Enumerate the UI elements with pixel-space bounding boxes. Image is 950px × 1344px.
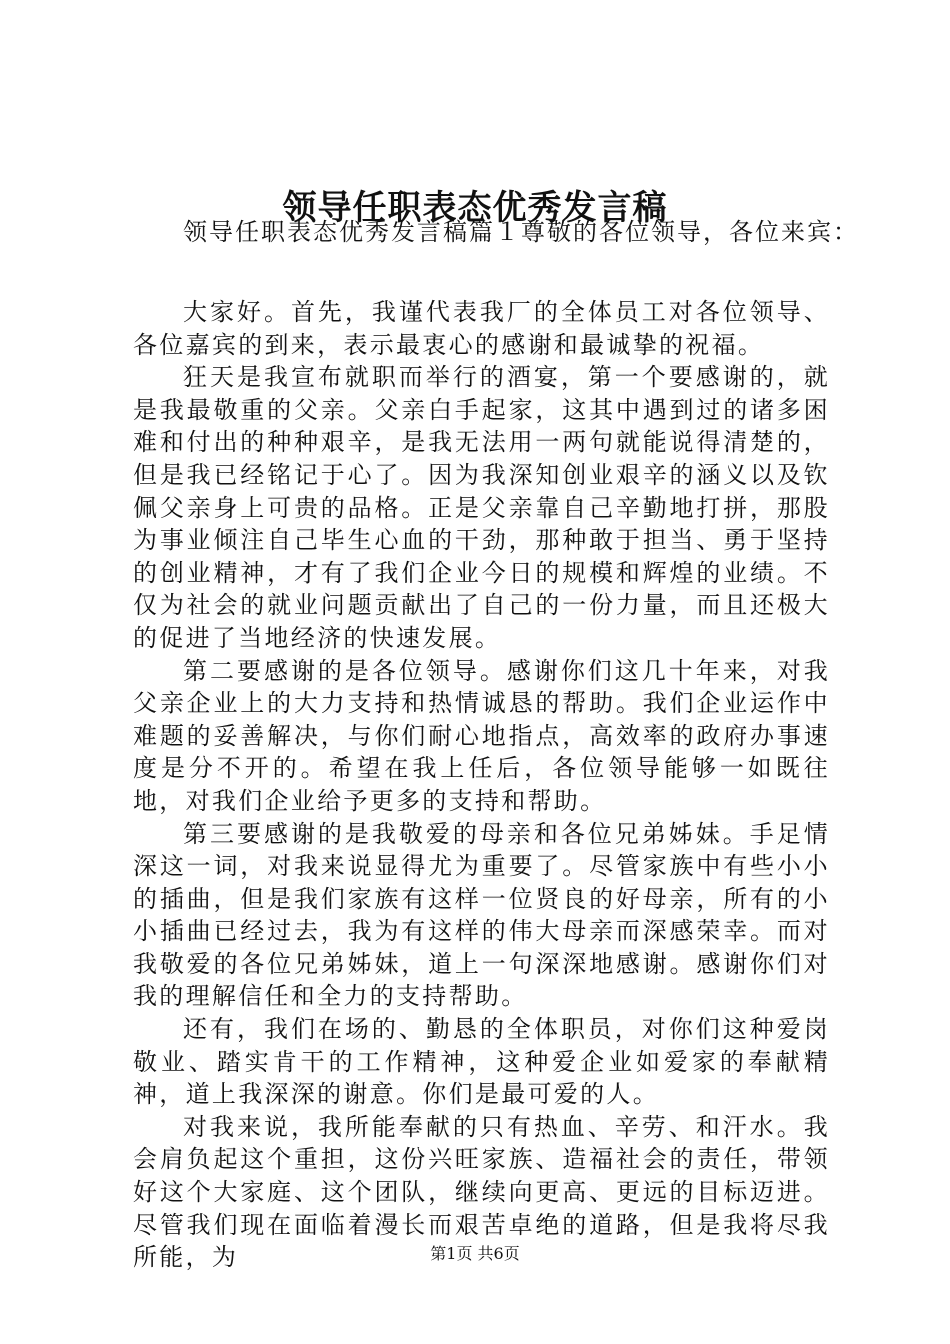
paragraph: 第三要感谢的是我敬爱的母亲和各位兄弟姊妹。手足情深这一词，对我来说显得尤为重要了。尽管家族中有些小小的插曲，但是我们家族有这样一位贤良的好母亲，所有的小小插曲已经过去，我为有这样的伟大母亲而深感荣幸。而对我敬爱的各位兄弟姊妹，道上一句深深地感谢。感谢你们对我的理解信任和全力的支持帮助。	[133, 819, 830, 1011]
document-body	[133, 296, 830, 1274]
paragraph: 对我来说，我所能奉献的只有热血、辛劳、和汗水。我会肩负起这个重担，这份兴旺家族、造福社会的责任，带领好这个大家庭、这个团队，继续向更高、更远的目标迈进。尽管我们现在面临着漫长而艰苦卓绝的道路，但是我将尽我所能，为	[133, 1112, 830, 1272]
paragraph: 狂天是我宣布就职而举行的酒宴，第一个要感谢的，就是我最敬重的父亲。父亲白手起家，这其中遇到过的诸多困难和付出的种种艰辛，是我无法用一两句就能说得清楚的，但是我已经铭记于心了。因为我深知创业艰辛的涵义以及钦佩父亲身上可贵的品格。正是父亲靠自己辛勤地打拼，那股为事业倾注自己毕生心血的干劲，那种敢于担当、勇于坚持的创业精神，才有了我们企业今日的规模和辉煌的业绩。不仅为社会的就业问题贡献出了自己的一份力量，而且还极大的促进了当地经济的快速发展。	[133, 363, 830, 652]
document-title: 领导任职表态优秀发言稿	[282, 188, 668, 228]
paragraph: 第二要感谢的是各位领导。感谢你们这几十年来，对我父亲企业上的大力支持和热情诚恳的帮助。我们企业运作中难题的妥善解决，与你们耐心地指点，高效率的政府办事速度是分不开的。希望在我上任后，各位领导能够一如既往地，对我们企业给予更多的支持和帮助。	[133, 656, 830, 815]
paragraph: 还有，我们在场的、勤恳的全体职员，对你们这种爱岗敬业、踏实肯干的工作精神，这种爱企业如爱家的奉献精神，道上我深深的谢意。你们是最可爱的人。	[133, 1015, 830, 1109]
page-footer: 第1页 共6页	[430, 1244, 520, 1263]
paragraph: 大家好。首先，我谨代表我厂的全体员工对各位领导、各位嘉宾的到来，表示最衷心的感谢和最诚挚的祝福。	[133, 298, 830, 359]
intro-line: 领导任职表态优秀发言稿篇１尊敬的各位领导，各位来宾：	[183, 218, 859, 246]
